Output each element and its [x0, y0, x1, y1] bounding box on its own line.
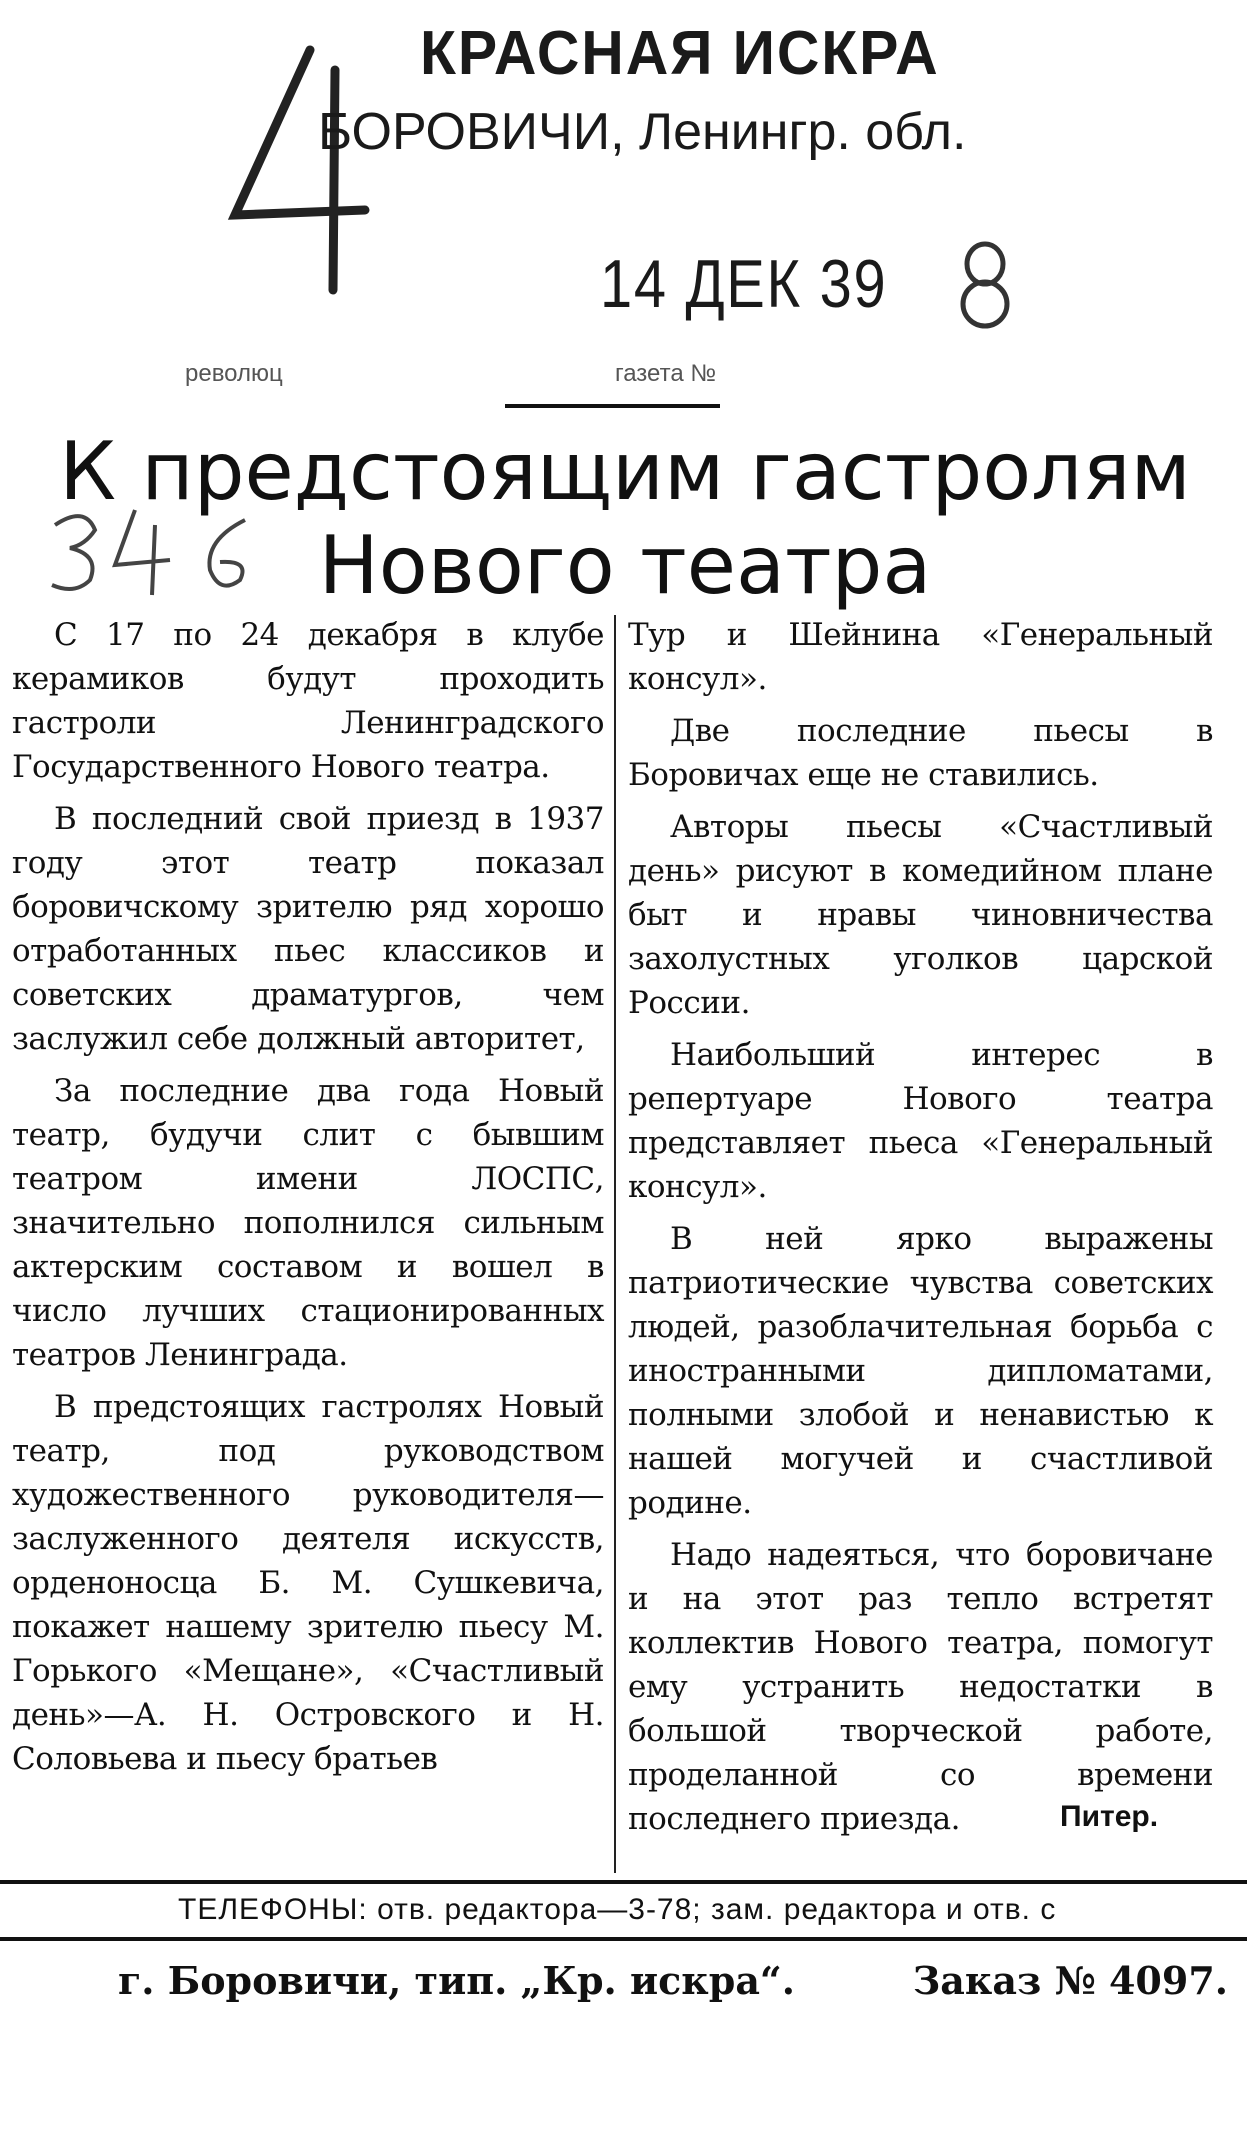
- phones-line: ТЕЛЕФОНЫ: отв. редактора—3-78; зам. редактора и отв. с: [178, 1893, 1057, 1926]
- footer-rule-bottom: [0, 1937, 1247, 1941]
- paragraph: В ней ярко выражены патриотические чувства советских людей, разоблачительная борьба с иностранными дипломатами, полными злобой и ненавистью к нашей могучей и счастливой родине.: [628, 1221, 1213, 1521]
- imprint-place: г. Боровичи, тип. „Кр. искра“.: [118, 1958, 796, 2003]
- paragraph: Наибольший интерес в репертуаре Нового театра представляет пьеса «Генеральный консул».: [628, 1037, 1213, 1205]
- printer-imprint: [118, 1958, 1228, 2003]
- paragraph: Надо надеяться, что боровичане и на этот раз тепло встретят коллектив Нового театра, помогут ему устранить недостатки в большой творческой работе, проделанной со времени последнего приезда.: [628, 1537, 1213, 1837]
- stamp-label-right: газета №: [615, 360, 717, 387]
- paragraph: За последние два года Новый театр, будучи слит с бывшим театром имени ЛОСПС, значительно пополнился сильным актерским составом и вошел в число лучших стационированных театров Ленинграда.: [12, 1073, 604, 1373]
- article-column-right: [628, 613, 1213, 1849]
- article-column-left: [12, 613, 604, 1789]
- header-divider: [505, 404, 720, 408]
- order-number: Заказ № 4097.: [912, 1958, 1228, 2003]
- newspaper-title: КРАСНАЯ ИСКРА: [420, 19, 940, 88]
- paragraph: В предстоящих гастролях Новый театр, под руководством художественного руководителя—заслуженного деятеля искусств, орденоносца Б. М. Сушкевича, покажет нашему зрителю пьесу М. Горького «Мещане», «Счастливый день»—А. Н. Островского и Н. Соловьева и пьесу братьев: [12, 1389, 604, 1777]
- stamp-label-left: революц: [185, 360, 283, 387]
- paragraph: Две последние пьесы в Боровичах еще не ставились.: [628, 713, 1213, 793]
- newspaper-city: БОРОВИЧИ, Ленингр. обл.: [318, 103, 967, 161]
- paragraph: Авторы пьесы «Счастливый день» рисуют в комедийном плане быт и нравы чиновничества захолустных уголков царской России.: [628, 809, 1213, 1021]
- paragraph: С 17 по 24 декабря в клубе керамиков будут проходить гастроли Ленинградского Государственного Нового театра.: [12, 617, 604, 785]
- headline-line-2: Нового театра: [318, 519, 932, 612]
- footer-rule-top: [0, 1880, 1247, 1884]
- paragraph: В последний свой приезд в 1937 году этот театр показал боровичскому зрителю ряд хорошо отработанных пьес классиков и советских драматургов, чем заслужил себе должный авторитет,: [12, 801, 604, 1057]
- handwritten-digit-mark: [955, 240, 1015, 330]
- author-signature: Питер.: [1060, 1800, 1159, 1833]
- handwritten-digit-mark: [215, 40, 385, 300]
- headline-line-1: К предстоящим гастролям: [59, 425, 1191, 518]
- column-divider: [614, 615, 616, 1873]
- date-stamp: 14 ДЕК 39: [600, 246, 888, 322]
- paragraph: Тур и Шейнина «Генеральный консул».: [628, 617, 1213, 697]
